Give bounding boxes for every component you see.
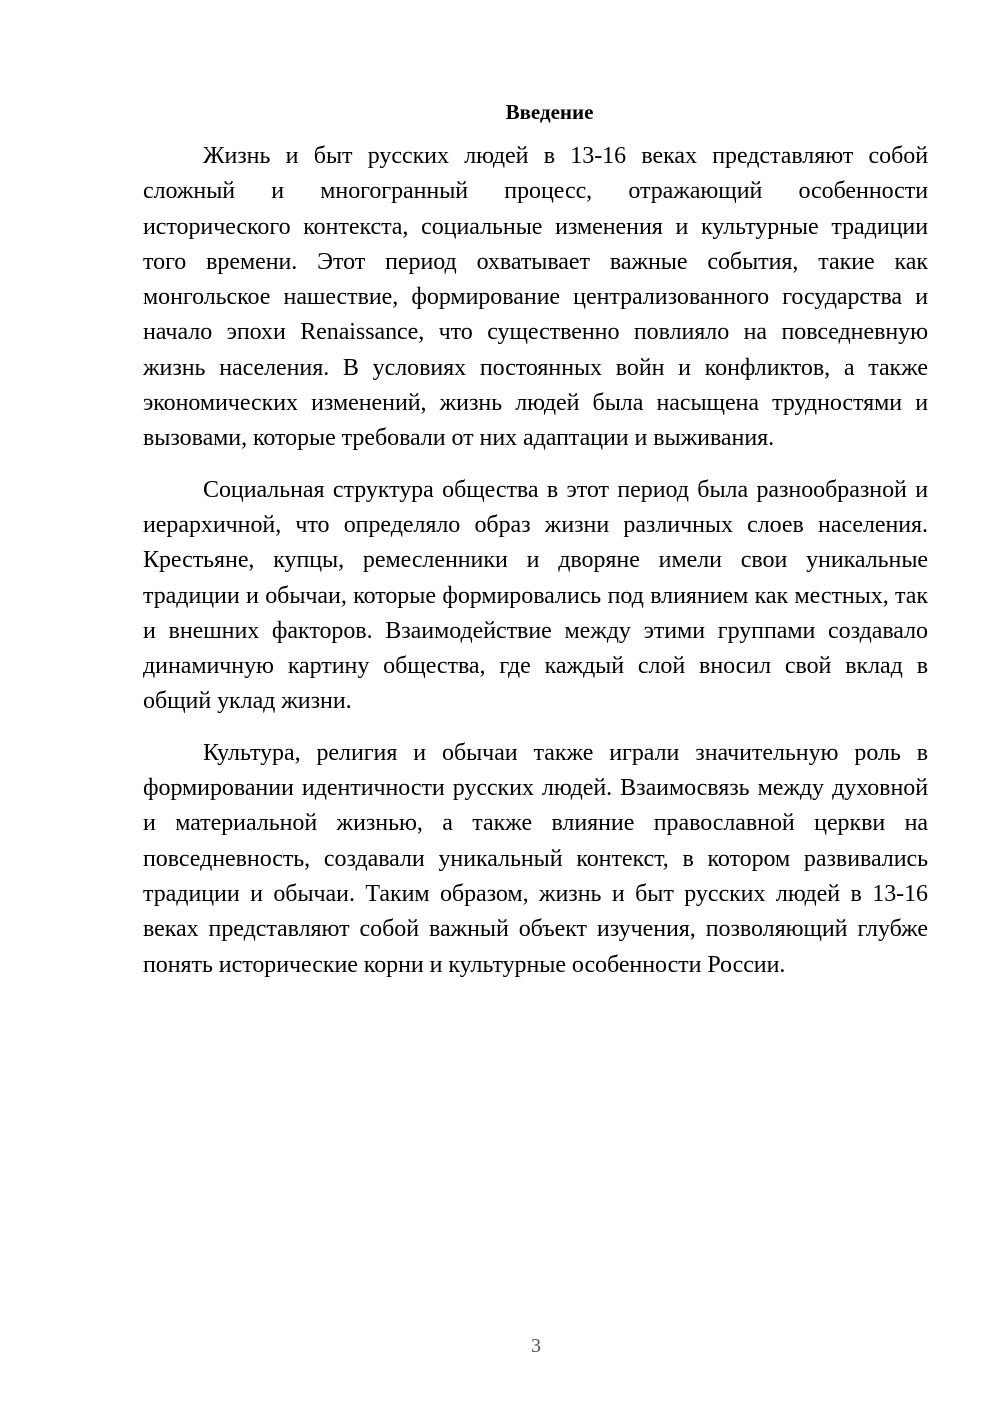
section-title: Введение — [505, 100, 594, 124]
paragraph-3: Культура, религия и обычаи также играли значительную роль в формировании идентичности русских людей. Взаимосвязь между духовной и материальной жизнью, а также влияние православной церкви на повседневность, создавали уникальный контекст, в котором развивались традиции и обычаи. Таким образом, жизнь и быт русских людей в 13-16 веках представляют собой важный объект изучения, позволяющий глубже понять исторические корни и культурные особенности России. — [143, 739, 928, 978]
page-number: 3 — [531, 1335, 541, 1357]
document-body — [143, 98, 928, 999]
paragraph-1: Жизнь и быт русских людей в 13-16 веках представляют собой сложный и многогранный процесс, отражающий особенности исторического контекста, социальные изменения и культурные традиции того времени. Этот период охватывает важные события, такие как монгольское нашествие, формирование централизованного государства и начало эпохи Renaissance, что существенно повлияло на повседневную жизнь населения. В условиях постоянных войн и конфликтов, а также экономических изменений, жизнь людей была насыщена трудностями и вызовами, которые требовали от них адаптации и выживания. — [143, 143, 928, 452]
paragraph-2: Социальная структура общества в этот период была разнообразной и иерархичной, что определяло образ жизни различных слоев населения. Крестьяне, купцы, ремесленники и дворяне имели свои уникальные традиции и обычаи, которые формировались под влиянием как местных, так и внешних факторов. Взаимодействие между этими группами создавало динамичную картину общества, где каждый слой вносил свой вклад в общий уклад жизни. — [143, 476, 928, 715]
